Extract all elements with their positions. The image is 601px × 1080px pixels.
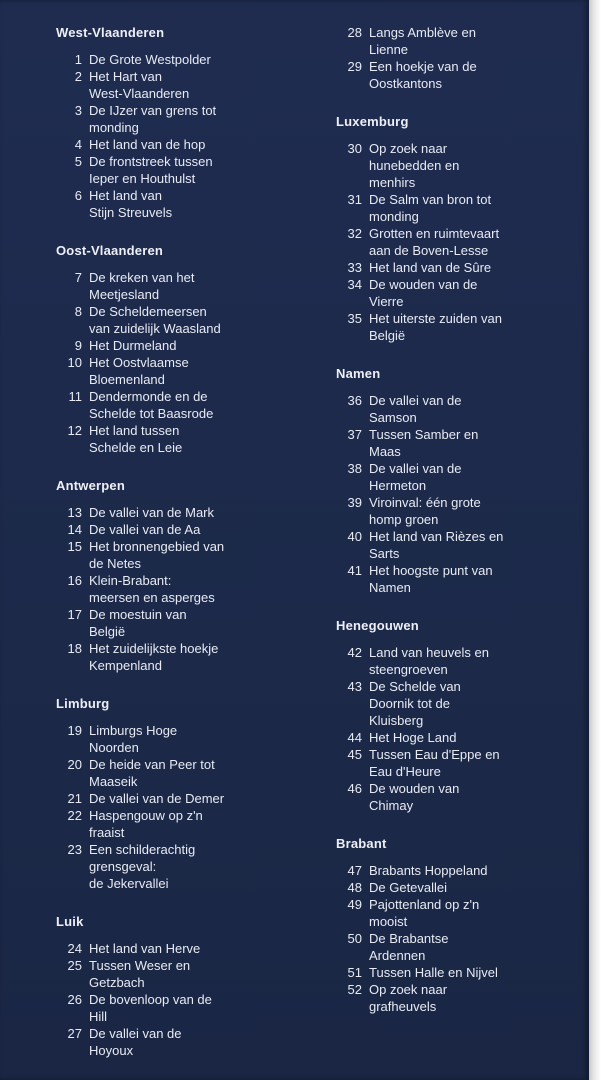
entry-title: De wouden van de Vierre (369, 277, 478, 309)
entry-number: 21 (67, 791, 82, 806)
entry-title: Een hoekje van de Oostkantons (369, 59, 477, 91)
list-item (336, 276, 581, 310)
entry-title: Tussen Weser en Getzbach (89, 958, 191, 990)
entry-title: Haspengouw op z'n fraaist (89, 808, 203, 840)
entry-number: 47 (347, 863, 362, 878)
entry-number: 50 (347, 931, 362, 946)
entry-title: Het Hart van West-Vlaanderen (89, 69, 190, 101)
entry-number: 16 (67, 573, 82, 588)
list-item (56, 521, 316, 538)
entry-title: Op zoek naar hunebedden en menhirs (369, 141, 460, 190)
list-item (336, 896, 581, 930)
entry-number: 19 (67, 723, 82, 738)
list-item (56, 790, 316, 807)
list-item (56, 337, 316, 354)
list-item (56, 187, 316, 221)
list-item (56, 51, 316, 68)
list-item (336, 678, 581, 729)
entry-number: 23 (67, 842, 82, 857)
entry-number: 20 (67, 757, 82, 772)
entry-number: 15 (67, 539, 82, 554)
entry-number: 18 (67, 641, 82, 656)
entry-number: 44 (347, 730, 362, 745)
list-item (56, 1025, 316, 1059)
entry-number: 30 (347, 141, 362, 156)
list-item (336, 426, 581, 460)
entry-number: 14 (67, 522, 82, 537)
list-item (56, 940, 316, 957)
list-item (56, 606, 316, 640)
list-item (336, 862, 581, 879)
list-item (56, 136, 316, 153)
entry-title: Klein-Brabant: meersen en asperges (89, 573, 215, 605)
entry-number: 42 (347, 645, 362, 660)
list-item (56, 303, 316, 337)
entry-title: De IJzer van grens tot monding (89, 103, 217, 135)
list-item (336, 140, 581, 191)
region-heading: Luxemburg (336, 114, 409, 129)
list-item (336, 930, 581, 964)
list-item (56, 807, 316, 841)
list-item (336, 24, 581, 58)
entry-title: Het Oostvlaamse Bloemenland (89, 355, 189, 387)
entry-title: De Getevallei (369, 880, 448, 895)
entry-title: Viroinval: één grote homp groen (369, 495, 481, 527)
entry-title: De kreken van het Meetjesland (89, 270, 195, 302)
entry-title: De vallei van de Samson (369, 393, 462, 425)
entry-title: Het Hoge Land (369, 730, 457, 745)
entry-number: 17 (67, 607, 82, 622)
list-item (56, 957, 316, 991)
entry-title: De vallei van de Mark (89, 505, 214, 520)
list-item (336, 780, 581, 814)
entry-number: 4 (74, 137, 82, 152)
entry-title: De Schelde van Doornik tot de Kluisberg (369, 679, 461, 728)
entry-title: Het hoogste punt van Namen (369, 563, 493, 595)
entry-number: 10 (67, 355, 82, 370)
entry-number: 3 (74, 103, 82, 118)
entry-number: 29 (347, 59, 362, 74)
entry-title: Op zoek naar grafheuvels (369, 982, 448, 1014)
entry-title: Land van heuvels en steengroeven (369, 645, 489, 677)
region-heading: Brabant (336, 836, 387, 851)
entry-title: Het land van Stijn Streuvels (89, 188, 173, 220)
entry-title: Een schilderachtig grensgeval: de Jekervallei (89, 842, 196, 891)
entry-title: De heide van Peer tot Maaseik (89, 757, 215, 789)
entry-title: Pajottenland op z'n mooist (369, 897, 480, 929)
list-item (336, 225, 581, 259)
entry-number: 46 (347, 781, 362, 796)
region-heading: Namen (336, 366, 381, 381)
entry-title: Het bronnengebied van de Netes (89, 539, 225, 571)
entry-number: 52 (347, 982, 362, 997)
page-edge (589, 0, 601, 1080)
entry-title: De vallei van de Hermeton (369, 461, 462, 493)
entry-title: Tussen Samber en Maas (369, 427, 479, 459)
entry-number: 51 (347, 965, 362, 980)
entry-number: 27 (67, 1026, 82, 1041)
entry-number: 38 (347, 461, 362, 476)
entry-title: De Grote Westpolder (89, 52, 211, 67)
entry-number: 2 (74, 69, 82, 84)
region-heading: Limburg (56, 696, 110, 711)
list-item (336, 392, 581, 426)
region-heading: Luik (56, 914, 84, 929)
list-item (56, 269, 316, 303)
list-item (56, 388, 316, 422)
region-heading: Oost-Vlaanderen (56, 243, 164, 258)
list-item (56, 841, 316, 892)
list-item (336, 562, 581, 596)
entry-title: Langs Amblève en Lienne (369, 25, 476, 57)
entry-number: 39 (347, 495, 362, 510)
entry-number: 9 (74, 338, 82, 353)
region-heading: Henegouwen (336, 618, 419, 633)
entry-number: 40 (347, 529, 362, 544)
list-item (336, 460, 581, 494)
list-item (56, 422, 316, 456)
list-item (56, 153, 316, 187)
entry-number: 26 (67, 992, 82, 1007)
entry-number: 48 (347, 880, 362, 895)
entry-number: 7 (74, 270, 82, 285)
entry-title: Grotten en ruimtevaart aan de Boven-Lesse (369, 226, 500, 258)
entry-number: 33 (347, 260, 362, 275)
entry-title: De Scheldemeersen van zuidelijk Waasland (89, 304, 221, 336)
entry-title: De bovenloop van de Hill (89, 992, 212, 1024)
list-item (56, 572, 316, 606)
entry-number: 31 (347, 192, 362, 207)
entry-number: 28 (347, 25, 362, 40)
list-item (336, 58, 581, 92)
entry-number: 6 (74, 188, 82, 203)
list-item (56, 722, 316, 756)
entry-number: 32 (347, 226, 362, 241)
entry-title: Tussen Eau d'Eppe en Eau d'Heure (369, 747, 500, 779)
entry-number: 34 (347, 277, 362, 292)
entry-number: 22 (67, 808, 82, 823)
list-item (56, 102, 316, 136)
entry-title: De Brabantse Ardennen (369, 931, 449, 963)
entry-title: De wouden van Chimay (369, 781, 460, 813)
entry-number: 12 (67, 423, 82, 438)
entry-number: 45 (347, 747, 362, 762)
entry-title: Het land van de hop (89, 137, 206, 152)
list-item (336, 259, 581, 276)
list-item (336, 729, 581, 746)
region-heading: West-Vlaanderen (56, 25, 165, 40)
entry-number: 35 (347, 311, 362, 326)
list-item (336, 191, 581, 225)
list-item (336, 494, 581, 528)
list-item (336, 746, 581, 780)
entry-number: 24 (67, 941, 82, 956)
entry-number: 25 (67, 958, 82, 973)
list-item (56, 354, 316, 388)
entry-number: 43 (347, 679, 362, 694)
entry-title: Het land tussen Schelde en Leie (89, 423, 183, 455)
entry-title: Limburgs Hoge Noorden (89, 723, 178, 755)
list-item (56, 756, 316, 790)
entry-title: Tussen Halle en Nijvel (369, 965, 498, 980)
entry-number: 13 (67, 505, 82, 520)
entry-number: 36 (347, 393, 362, 408)
list-item (56, 68, 316, 102)
list-item (56, 538, 316, 572)
entry-title: Brabants Hoppeland (369, 863, 488, 878)
list-item (56, 504, 316, 521)
entry-title: De frontstreek tussen Ieper en Houthulst (89, 154, 213, 186)
list-item (336, 879, 581, 896)
list-item (56, 640, 316, 674)
entry-title: Het zuidelijkste hoekje Kempenland (89, 641, 219, 673)
entry-number: 8 (74, 304, 82, 319)
entry-number: 1 (74, 52, 82, 67)
entry-title: De Salm van bron tot monding (369, 192, 492, 224)
list-item (336, 964, 581, 981)
entry-title: De vallei van de Aa (89, 522, 201, 537)
entry-title: Het Durmeland (89, 338, 177, 353)
entry-title: Het land van Herve (89, 941, 201, 956)
entry-number: 41 (347, 563, 362, 578)
entry-title: Het uiterste zuiden van België (369, 311, 502, 343)
entry-title: De moestuin van België (89, 607, 187, 639)
list-item (336, 310, 581, 344)
list-item (336, 644, 581, 678)
entry-number: 49 (347, 897, 362, 912)
entry-number: 37 (347, 427, 362, 442)
region-heading: Antwerpen (56, 478, 125, 493)
list-item (56, 991, 316, 1025)
list-item (336, 981, 581, 1015)
entry-number: 11 (68, 389, 82, 404)
entry-title: Het land van Rièzes en Sarts (369, 529, 504, 561)
entry-title: De vallei van de Hoyoux (89, 1026, 182, 1058)
list-item (336, 528, 581, 562)
entry-number: 5 (74, 154, 82, 169)
entry-title: De vallei van de Demer (89, 791, 225, 806)
entry-title: Dendermonde en de Schelde tot Baasrode (89, 389, 214, 421)
entry-title: Het land van de Sûre (369, 260, 492, 275)
